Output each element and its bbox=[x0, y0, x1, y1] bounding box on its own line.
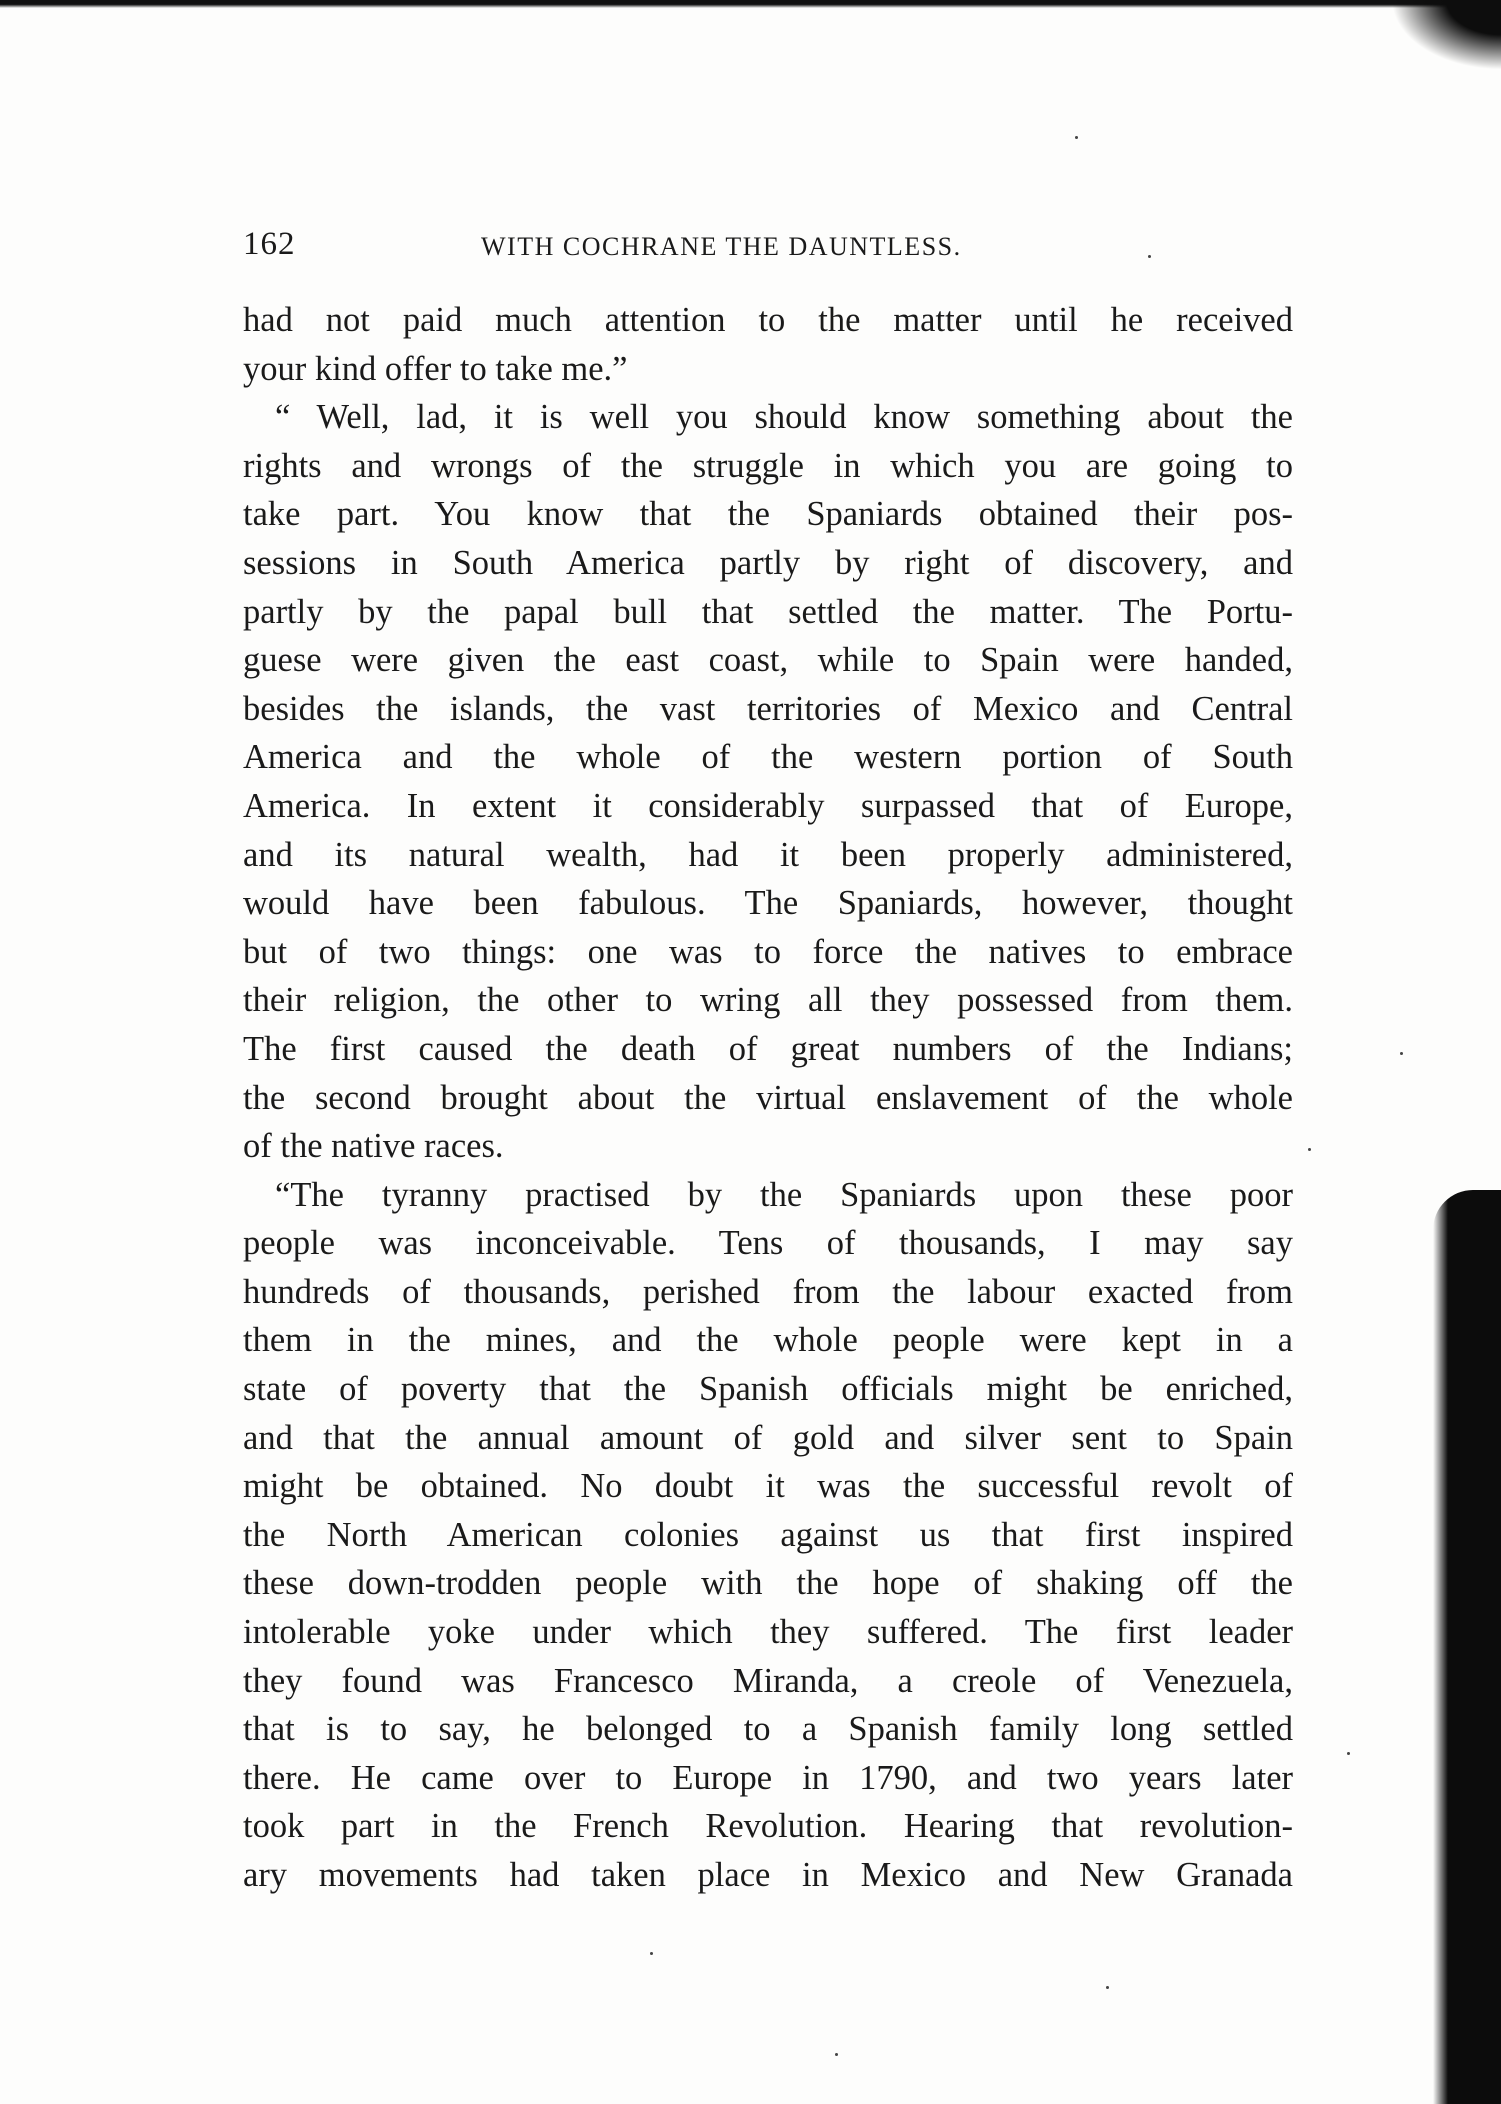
text-line: hundreds of thousands, perished from the labour exacted from bbox=[243, 1272, 1293, 1311]
scan-speck bbox=[650, 1952, 653, 1955]
text-line: guese were given the east coast, while to Spain were handed, bbox=[243, 641, 1293, 680]
text-line: besides the islands, the vast territories of Mexico and Central bbox=[243, 689, 1293, 728]
text-line: take part. You know that the Spaniards obtained their pos- bbox=[243, 495, 1293, 534]
text-line: your kind offer to take me.” bbox=[243, 349, 628, 388]
text-line: partly by the papal bull that settled the matter. The Portu- bbox=[243, 592, 1293, 631]
text-line: but of two things: one was to force the natives to embrace bbox=[243, 932, 1293, 971]
text-line: ary movements had taken place in Mexico and New Granada bbox=[243, 1856, 1293, 1894]
scan-speck bbox=[1148, 255, 1151, 258]
text-line: that is to say, he belonged to a Spanish family long settled bbox=[243, 1710, 1293, 1749]
scan-speck bbox=[835, 2053, 838, 2056]
text-line: them in the mines, and the whole people were kept in a bbox=[243, 1321, 1293, 1360]
text-line: might be obtained. No doubt it was the successful revolt of bbox=[243, 1467, 1293, 1506]
scan-top-edge bbox=[0, 0, 1501, 8]
text-line: of the native races. bbox=[243, 1127, 504, 1166]
text-line: their religion, the other to wring all they possessed from them. bbox=[243, 981, 1293, 1020]
text-line: sessions in South America partly by right of discovery, and bbox=[243, 543, 1293, 582]
scan-binding-edge bbox=[1433, 1190, 1501, 2104]
scan-corner-shadow bbox=[1391, 0, 1501, 70]
text-line: America and the whole of the western portion of South bbox=[243, 738, 1293, 777]
text-line: America. In extent it considerably surpassed that of Europe, bbox=[243, 786, 1293, 825]
text-line: would have been fabulous. The Spaniards, however, thought bbox=[243, 884, 1293, 923]
scan-speck bbox=[1347, 1752, 1350, 1755]
text-line: took part in the French Revolution. Hearing that revolution- bbox=[243, 1807, 1293, 1846]
scan-speck bbox=[1308, 1148, 1311, 1151]
text-line: people was inconceivable. Tens of thousands, I may say bbox=[243, 1224, 1293, 1263]
scan-speck bbox=[1400, 1052, 1403, 1055]
text-line: “The tyranny practised by the Spaniards upon these poor bbox=[275, 1175, 1293, 1214]
scan-speck bbox=[1106, 1986, 1109, 1989]
text-line: state of poverty that the Spanish officials might be enriched, bbox=[243, 1370, 1293, 1409]
text-line: the North American colonies against us that first inspired bbox=[243, 1515, 1293, 1554]
running-title: WITH COCHRANE THE DAUNTLESS. bbox=[481, 232, 962, 261]
text-line: the second brought about the virtual enslavement of the whole bbox=[243, 1078, 1293, 1117]
text-line: and that the annual amount of gold and silver sent to Spain bbox=[243, 1418, 1293, 1457]
text-line: these down-trodden people with the hope of shaking off the bbox=[243, 1564, 1293, 1603]
scan-speck bbox=[1075, 136, 1078, 139]
body-text bbox=[243, 296, 1293, 1900]
text-line: and its natural wealth, had it been properly administered, bbox=[243, 835, 1293, 874]
text-line: they found was Francesco Miranda, a creole of Venezuela, bbox=[243, 1661, 1293, 1700]
text-line: rights and wrongs of the struggle in which you are going to bbox=[243, 446, 1293, 485]
text-line: there. He came over to Europe in 1790, and two years later bbox=[243, 1758, 1293, 1797]
text-line: had not paid much attention to the matter until he received bbox=[243, 301, 1293, 339]
running-head bbox=[243, 222, 1293, 272]
page-number: 162 bbox=[243, 226, 296, 262]
text-line: intolerable yoke under which they suffered. The first leader bbox=[243, 1613, 1293, 1652]
text-line: The first caused the death of great numbers of the Indians; bbox=[243, 1029, 1293, 1068]
text-line: “ Well, lad, it is well you should know something about the bbox=[275, 398, 1293, 437]
